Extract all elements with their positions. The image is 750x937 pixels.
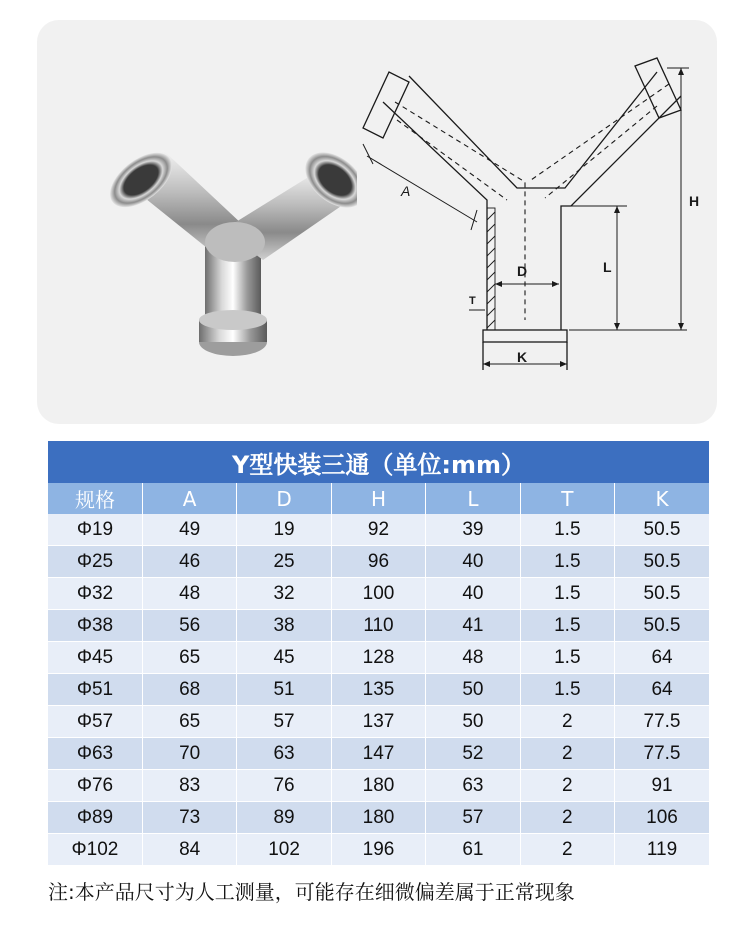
cell-k: 106 [615,802,709,834]
cell-a: 48 [142,578,236,610]
table-row [48,706,709,738]
cell-t: 1.5 [520,578,614,610]
label-A: A [401,183,411,199]
measurement-note: 注:本产品尺寸为人工测量，可能存在细微偏差属于正常现象 [48,880,575,904]
table-title: Y型快装三通（单位:mm） [48,441,709,483]
cell-d: 25 [237,546,331,578]
table-row [48,802,709,834]
cell-d: 57 [237,706,331,738]
cell-a: 83 [142,770,236,802]
cell-spec: Φ89 [48,802,142,834]
cell-a: 65 [142,642,236,674]
cell-h: 147 [331,738,425,770]
cell-l: 40 [426,546,520,578]
cell-spec: Φ51 [48,674,142,706]
cell-d: 63 [237,738,331,770]
cell-spec: Φ25 [48,546,142,578]
cell-k: 50.5 [615,578,709,610]
label-T: T [469,295,476,307]
cell-a: 65 [142,706,236,738]
cell-k: 77.5 [615,738,709,770]
cell-h: 100 [331,578,425,610]
cell-t: 1.5 [520,642,614,674]
cell-t: 1.5 [520,546,614,578]
cell-spec: Φ32 [48,578,142,610]
cell-spec: Φ45 [48,642,142,674]
cell-a: 70 [142,738,236,770]
cell-t: 2 [520,802,614,834]
table-row [48,738,709,770]
table-body [48,514,709,865]
cell-l: 41 [426,610,520,642]
cell-h: 128 [331,642,425,674]
header-a: A [142,483,236,514]
table-title-row [48,441,709,483]
cell-l: 57 [426,802,520,834]
table-row [48,642,709,674]
table-row [48,770,709,802]
table-row [48,610,709,642]
cell-d: 102 [237,834,331,866]
cell-d: 89 [237,802,331,834]
label-K: K [517,349,528,365]
cell-t: 2 [520,706,614,738]
header-k: K [615,483,709,514]
cell-a: 84 [142,834,236,866]
cell-h: 180 [331,770,425,802]
cell-spec: Φ38 [48,610,142,642]
cell-l: 50 [426,674,520,706]
header-spec: 规格 [48,483,142,514]
cell-h: 110 [331,610,425,642]
cell-h: 196 [331,834,425,866]
cell-d: 32 [237,578,331,610]
cell-a: 56 [142,610,236,642]
header-l: L [426,483,520,514]
cell-a: 49 [142,514,236,546]
cell-spec: Φ57 [48,706,142,738]
table-row [48,578,709,610]
table-row [48,514,709,546]
cell-t: 2 [520,770,614,802]
label-H: H [689,193,700,209]
cell-spec: Φ19 [48,514,142,546]
cell-l: 40 [426,578,520,610]
table-row [48,834,709,866]
cell-t: 2 [520,738,614,770]
cell-t: 2 [520,834,614,866]
cell-h: 135 [331,674,425,706]
cell-t: 1.5 [520,674,614,706]
cell-h: 180 [331,802,425,834]
table-row [48,546,709,578]
cell-a: 46 [142,546,236,578]
cell-spec: Φ63 [48,738,142,770]
label-L: L [603,259,612,275]
cell-a: 68 [142,674,236,706]
cell-d: 38 [237,610,331,642]
header-t: T [520,483,614,514]
cell-k: 119 [615,834,709,866]
cell-k: 91 [615,770,709,802]
technical-drawing [37,20,717,424]
cell-d: 19 [237,514,331,546]
spec-table [48,441,709,865]
cell-t: 1.5 [520,514,614,546]
cell-l: 50 [426,706,520,738]
cell-l: 52 [426,738,520,770]
header-d: D [237,483,331,514]
header-h: H [331,483,425,514]
cell-k: 50.5 [615,610,709,642]
cell-spec: Φ76 [48,770,142,802]
cell-l: 39 [426,514,520,546]
cell-k: 50.5 [615,514,709,546]
table-row [48,674,709,706]
cell-h: 137 [331,706,425,738]
cell-k: 64 [615,674,709,706]
cell-h: 96 [331,546,425,578]
label-D: D [517,263,528,279]
cell-l: 63 [426,770,520,802]
cell-l: 61 [426,834,520,866]
cell-a: 73 [142,802,236,834]
table-header-row [48,483,709,514]
cell-h: 92 [331,514,425,546]
cell-d: 45 [237,642,331,674]
product-card [37,20,717,424]
cell-t: 1.5 [520,610,614,642]
cell-d: 76 [237,770,331,802]
cell-d: 51 [237,674,331,706]
cell-l: 48 [426,642,520,674]
cell-spec: Φ102 [48,834,142,866]
cell-k: 77.5 [615,706,709,738]
cell-k: 64 [615,642,709,674]
cell-k: 50.5 [615,546,709,578]
